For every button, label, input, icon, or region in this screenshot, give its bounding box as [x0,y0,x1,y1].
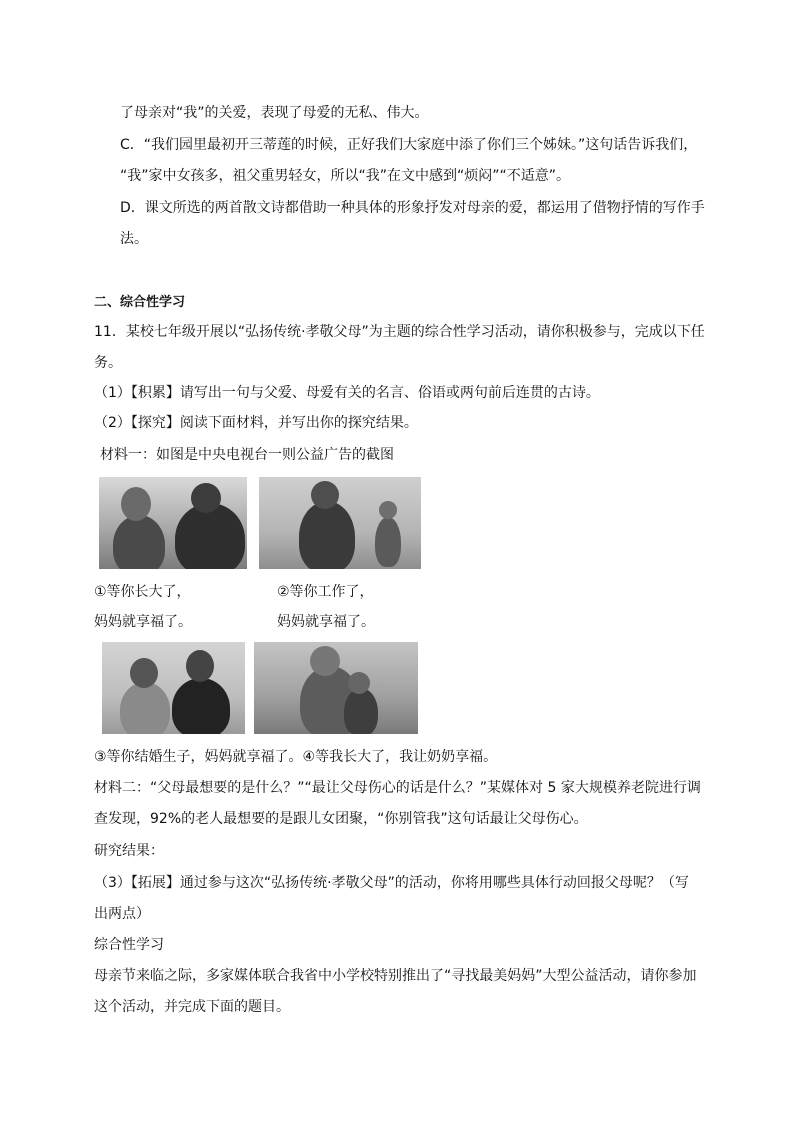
subquestion-1: （1）【积累】请写出一句与父爱、母爱有关的名言、俗语或两句前后连贯的古诗。 [94,385,600,401]
caption-1-line1: ①等你长大了， [94,584,191,600]
question-11-line1: 11．某校七年级开展以“弘扬传统·孝敬父母”为主题的综合性学习活动，请你积极参与，完成以下任 [94,324,705,340]
closing-line1: 母亲节来临之际，多家媒体联合我省中小学校特别推出了“寻找最美妈妈”大型公益活动，请你参加 [94,968,697,984]
option-c-line1: C．“我们园里最初开三蒂莲的时候，正好我们大家庭中添了你们三个姊妹。”这句话告诉我们， [120,137,698,153]
section-heading: 二、综合性学习 [94,295,186,310]
option-c-line2: “我”家中女孩多，祖父重男轻女，所以“我”在文中感到“烦闷”“不适意”。 [120,168,571,184]
caption-3-4: ③等你结婚生子，妈妈就享福了。④等我长大了，我让奶奶享福。 [94,749,498,765]
ad-photo-3 [102,642,245,734]
option-d-line2: 法。 [120,231,148,247]
subquestion-2: （2）【探究】阅读下面材料，并写出你的探究结果。 [94,415,418,431]
material-1-label: 材料一：如图是中央电视台一则公益广告的截图 [100,447,394,463]
subquestion-3-line2: 出两点） [94,906,150,922]
ad-photo-4 [254,642,418,734]
caption-1-line2: 妈妈就享福了。 [94,614,192,630]
closing-line2: 这个活动，并完成下面的题目。 [94,999,290,1015]
material-2-line2: 查发现，92%的老人最想要的是跟儿女团聚，“你别管我”这句话最让父母伤心。 [94,811,588,827]
subquestion-3-line1: （3）【拓展】通过参与这次“弘扬传统·孝敬父母”的活动，你将用哪些具体行动回报父母呢？（写 [94,875,689,891]
ad-photo-2 [259,477,421,569]
caption-2-line2: 妈妈就享福了。 [277,614,375,630]
option-d-line1: D．课文所选的两首散文诗都借助一种具体的形象抒发对母亲的爱，都运用了借物抒情的写作手 [120,200,705,216]
question-11-line2: 务。 [94,355,122,371]
closing-title: 综合性学习 [94,937,164,953]
material-2-line1: 材料二：“父母最想要的是什么？”“最让父母伤心的话是什么？”某媒体对 5 家大规模养老院进行调 [94,780,701,796]
research-result-label: 研究结果： [94,843,164,859]
passage-line: 了母亲对“我”的关爱，表现了母爱的无私、伟大。 [120,105,429,121]
caption-2-line1: ②等你工作了， [277,584,374,600]
ad-photo-1 [99,477,247,569]
